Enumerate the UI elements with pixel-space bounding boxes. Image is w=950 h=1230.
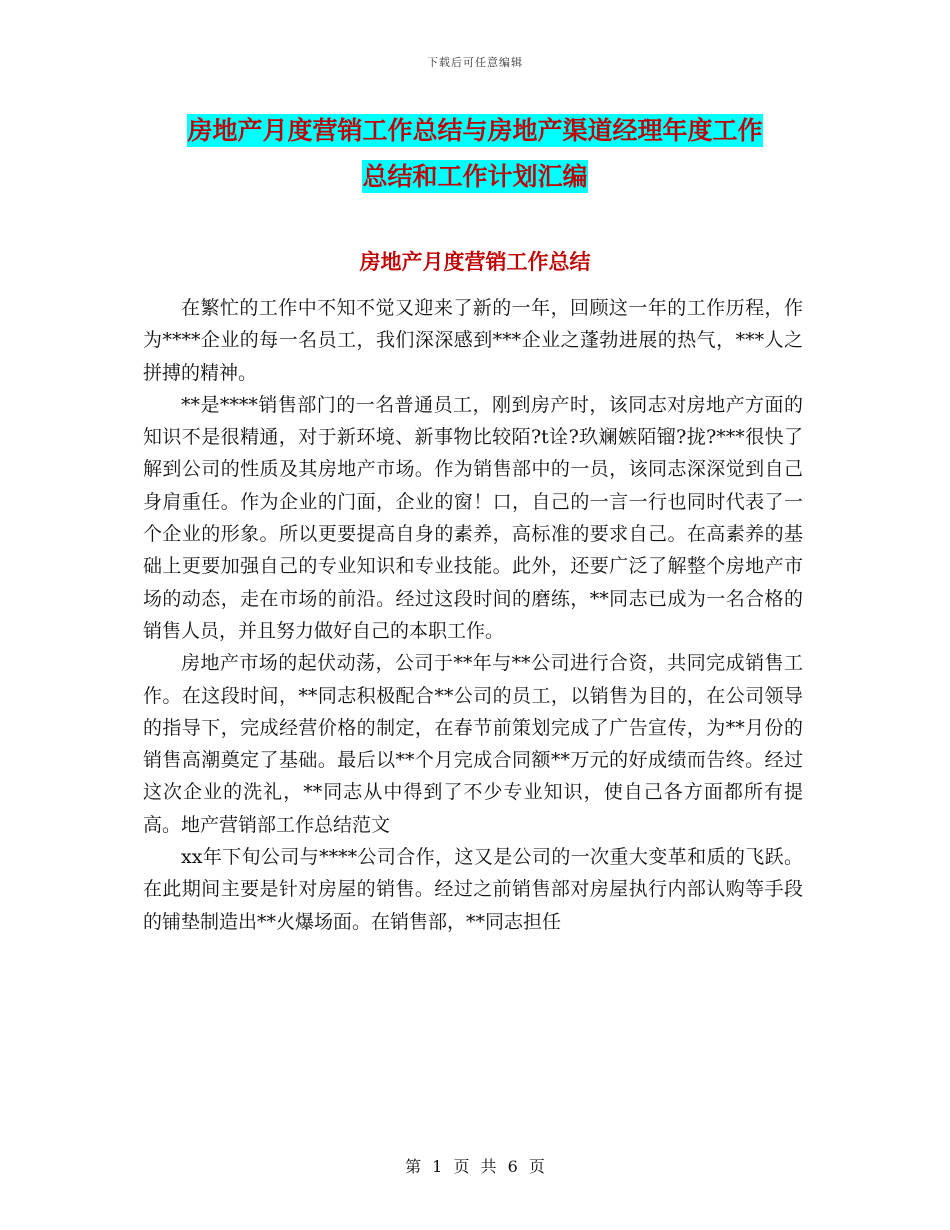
paragraph: 在繁忙的工作中不知不觉又迎来了新的一年，回顾这一年的工作历程，作为****企业的每一名员工，我们深深感到***企业之蓬勃进展的热气，***人之拼搏的精神。 [143, 297, 803, 384]
document-title-line-1: 房地产月度营销工作总结与房地产渠道经理年度工作 [187, 116, 763, 145]
document-title-line-2: 总结和工作计划汇编 [362, 162, 588, 191]
document-title [140, 108, 810, 200]
page-header-note: 下载后可任意编辑 [427, 56, 523, 69]
paragraph: **是****销售部门的一名普通员工，刚到房产时，该同志对房地产方面的知识不是很精通，对于新环境、新事物比较陌?t诠?玖斓嫉陌镏?拢?***很快了解到公司的性质及其房地产市场。作为销售部中的一员，该同志深深觉到自己身肩重任。作为企业的门面，企业的窗！口，自己的一言一行也同时代表了一个企业的形象。所以更要提高自身的素养，高标准的要求自己。在高素养的基础上更要加强自己的专业知识和专业技能。此外，还要广泛了解整个房地产市场的动态，走在市场的前沿。经过这段时间的磨练，**同志已成为一名合格的销售人员，并且努力做好自己的本职工作。 [143, 393, 803, 642]
page-number-footer: 第 1 页 共 6 页 [405, 1157, 545, 1176]
paragraph: 房地产市场的起伏动荡，公司于**年与**公司进行合资，共同完成销售工作。在这段时间，**同志积极配合**公司的员工，以销售为目的，在公司领导的指导下，完成经营价格的制定，在春节前策划完成了广告宣传，为**月份的销售高潮奠定了基础。最后以**个月完成合同额**万元的好成绩而告终。经过这次企业的洗礼，**同志从中得到了不少专业知识，使自己各方面都所有提高。地产营销部工作总结范文 [143, 652, 803, 836]
body-text [143, 292, 803, 938]
paragraph: xx年下旬公司与****公司合作，这又是公司的一次重大变革和质的飞跃。在此期间主要是针对房屋的销售。经过之前销售部对房屋执行内部认购等手段的铺垫制造出**火爆场面。在销售部，**同志担任 [143, 846, 803, 933]
section-title: 房地产月度营销工作总结 [359, 250, 591, 274]
